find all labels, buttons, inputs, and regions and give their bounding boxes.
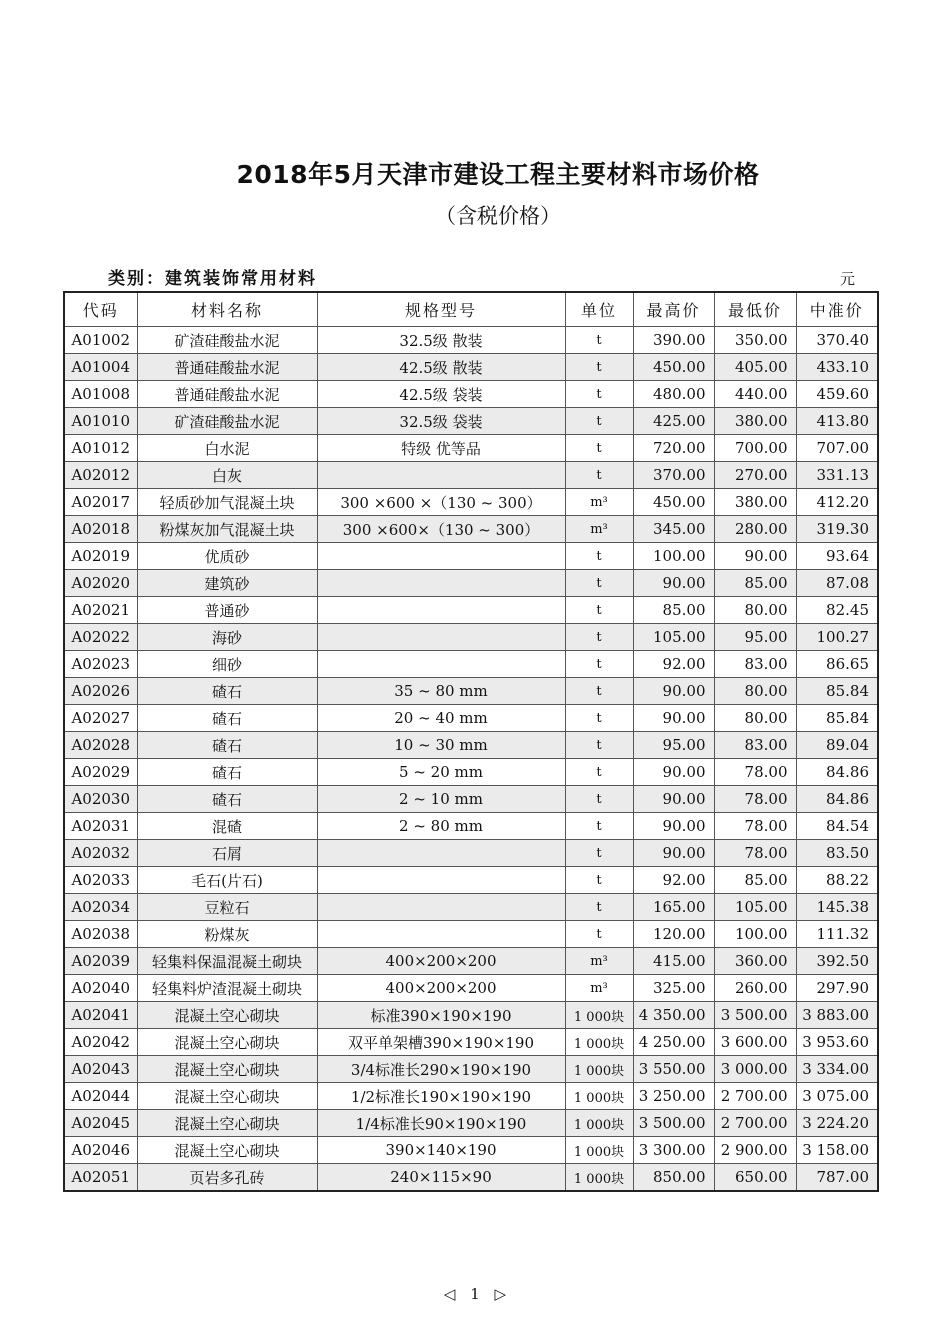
cell-material-name: 普通砂 [137, 597, 317, 624]
cell-unit: t [565, 408, 633, 435]
cell-unit: m³ [565, 975, 633, 1002]
column-header-high: 最高价 [633, 292, 714, 327]
cell-low-price: 78.00 [714, 813, 796, 840]
cell-code: A02031 [64, 813, 137, 840]
cell-code: A02021 [64, 597, 137, 624]
cell-low-price: 83.00 [714, 651, 796, 678]
cell-material-name: 白水泥 [137, 435, 317, 462]
table-row [64, 435, 878, 462]
cell-mid-price: 3 953.60 [796, 1029, 878, 1056]
cell-code: A01002 [64, 327, 137, 354]
cell-mid-price: 392.50 [796, 948, 878, 975]
cell-material-name: 混凝土空心砌块 [137, 1083, 317, 1110]
cell-mid-price: 3 158.00 [796, 1137, 878, 1164]
table-row [64, 975, 878, 1002]
cell-spec [317, 651, 565, 678]
cell-mid-price: 787.00 [796, 1164, 878, 1192]
cell-code: A02028 [64, 732, 137, 759]
cell-material-name: 粉煤灰加气混凝土块 [137, 516, 317, 543]
table-row [64, 732, 878, 759]
cell-spec [317, 894, 565, 921]
cell-code: A02046 [64, 1137, 137, 1164]
cell-low-price: 405.00 [714, 354, 796, 381]
cell-low-price: 3 000.00 [714, 1056, 796, 1083]
cell-high-price: 3 550.00 [633, 1056, 714, 1083]
cell-high-price: 95.00 [633, 732, 714, 759]
cell-mid-price: 93.64 [796, 543, 878, 570]
cell-low-price: 105.00 [714, 894, 796, 921]
cell-spec: 3/4标准长290×190×190 [317, 1056, 565, 1083]
cell-spec [317, 921, 565, 948]
cell-mid-price: 111.32 [796, 921, 878, 948]
cell-spec: 10 ~ 30 mm [317, 732, 565, 759]
cell-high-price: 3 500.00 [633, 1110, 714, 1137]
cell-spec: 5 ~ 20 mm [317, 759, 565, 786]
cell-code: A02040 [64, 975, 137, 1002]
cell-high-price: 720.00 [633, 435, 714, 462]
cell-code: A02018 [64, 516, 137, 543]
cell-spec: 400×200×200 [317, 948, 565, 975]
cell-material-name: 普通硅酸盐水泥 [137, 354, 317, 381]
cell-spec: 42.5级 散装 [317, 354, 565, 381]
cell-unit: t [565, 381, 633, 408]
table-row [64, 813, 878, 840]
column-header-name: 材料名称 [137, 292, 317, 327]
cell-code: A02022 [64, 624, 137, 651]
cell-code: A02027 [64, 705, 137, 732]
cell-high-price: 85.00 [633, 597, 714, 624]
cell-code: A01010 [64, 408, 137, 435]
cell-unit: 1 000块 [565, 1056, 633, 1083]
cell-unit: t [565, 921, 633, 948]
cell-unit: t [565, 570, 633, 597]
cell-material-name: 矿渣硅酸盐水泥 [137, 408, 317, 435]
cell-mid-price: 88.22 [796, 867, 878, 894]
cell-spec: 400×200×200 [317, 975, 565, 1002]
cell-low-price: 100.00 [714, 921, 796, 948]
cell-material-name: 混凝土空心砌块 [137, 1056, 317, 1083]
cell-low-price: 700.00 [714, 435, 796, 462]
cell-high-price: 90.00 [633, 570, 714, 597]
cell-code: A02033 [64, 867, 137, 894]
cell-low-price: 83.00 [714, 732, 796, 759]
cell-spec: 2 ~ 80 mm [317, 813, 565, 840]
cell-material-name: 石屑 [137, 840, 317, 867]
cell-mid-price: 412.20 [796, 489, 878, 516]
cell-material-name: 碴石 [137, 678, 317, 705]
cell-low-price: 360.00 [714, 948, 796, 975]
table-row [64, 1164, 878, 1192]
cell-low-price: 2 700.00 [714, 1110, 796, 1137]
cell-material-name: 碴石 [137, 786, 317, 813]
cell-code: A01008 [64, 381, 137, 408]
table-row [64, 1056, 878, 1083]
cell-mid-price: 145.38 [796, 894, 878, 921]
cell-material-name: 轻质砂加气混凝土块 [137, 489, 317, 516]
table-row [64, 462, 878, 489]
table-row [64, 1083, 878, 1110]
cell-material-name: 混凝土空心砌块 [137, 1137, 317, 1164]
cell-high-price: 120.00 [633, 921, 714, 948]
cell-code: A02020 [64, 570, 137, 597]
cell-material-name: 建筑砂 [137, 570, 317, 597]
column-header-mid: 中准价 [796, 292, 878, 327]
cell-unit: 1 000块 [565, 1002, 633, 1029]
table-row [64, 624, 878, 651]
cell-mid-price: 3 224.20 [796, 1110, 878, 1137]
cell-mid-price: 370.40 [796, 327, 878, 354]
cell-high-price: 3 300.00 [633, 1137, 714, 1164]
page-number: 1 [470, 1285, 480, 1303]
cell-unit: m³ [565, 489, 633, 516]
cell-mid-price: 3 334.00 [796, 1056, 878, 1083]
cell-mid-price: 100.27 [796, 624, 878, 651]
page-title: 2018年5月天津市建设工程主要材料市场价格 [236, 160, 760, 189]
cell-high-price: 390.00 [633, 327, 714, 354]
cell-low-price: 80.00 [714, 597, 796, 624]
table-row [64, 867, 878, 894]
cell-material-name: 豆粒石 [137, 894, 317, 921]
cell-high-price: 4 350.00 [633, 1002, 714, 1029]
cell-high-price: 370.00 [633, 462, 714, 489]
cell-low-price: 85.00 [714, 867, 796, 894]
cell-low-price: 78.00 [714, 840, 796, 867]
cell-mid-price: 433.10 [796, 354, 878, 381]
cell-high-price: 425.00 [633, 408, 714, 435]
cell-unit: 1 000块 [565, 1083, 633, 1110]
cell-unit: t [565, 651, 633, 678]
cell-high-price: 90.00 [633, 705, 714, 732]
cell-spec: 300 ×600 ×（130 ~ 300） [317, 489, 565, 516]
next-page-icon: ▷ [494, 1285, 507, 1303]
cell-low-price: 90.00 [714, 543, 796, 570]
cell-code: A02038 [64, 921, 137, 948]
cell-mid-price: 707.00 [796, 435, 878, 462]
cell-code: A02030 [64, 786, 137, 813]
cell-high-price: 480.00 [633, 381, 714, 408]
cell-code: A02017 [64, 489, 137, 516]
cell-mid-price: 86.65 [796, 651, 878, 678]
cell-spec: 35 ~ 80 mm [317, 678, 565, 705]
cell-material-name: 白灰 [137, 462, 317, 489]
cell-mid-price: 3 075.00 [796, 1083, 878, 1110]
cell-spec: 2 ~ 10 mm [317, 786, 565, 813]
cell-high-price: 325.00 [633, 975, 714, 1002]
cell-mid-price: 413.80 [796, 408, 878, 435]
cell-spec: 标准390×190×190 [317, 1002, 565, 1029]
table-row [64, 705, 878, 732]
column-header-unit: 单位 [565, 292, 633, 327]
cell-code: A02041 [64, 1002, 137, 1029]
cell-low-price: 350.00 [714, 327, 796, 354]
table-row [64, 408, 878, 435]
cell-high-price: 90.00 [633, 786, 714, 813]
cell-code: A02029 [64, 759, 137, 786]
cell-high-price: 450.00 [633, 489, 714, 516]
cell-spec: 300 ×600×（130 ~ 300） [317, 516, 565, 543]
cell-material-name: 粉煤灰 [137, 921, 317, 948]
cell-spec: 32.5级 散装 [317, 327, 565, 354]
cell-spec: 42.5级 袋装 [317, 381, 565, 408]
cell-low-price: 380.00 [714, 489, 796, 516]
table-row [64, 1137, 878, 1164]
table-row [64, 1002, 878, 1029]
table-row [64, 354, 878, 381]
cell-spec: 特级 优等品 [317, 435, 565, 462]
cell-unit: t [565, 732, 633, 759]
price-table-body [64, 327, 878, 1192]
cell-code: A02051 [64, 1164, 137, 1192]
cell-spec: 双平单架槽390×190×190 [317, 1029, 565, 1056]
cell-high-price: 92.00 [633, 651, 714, 678]
cell-unit: t [565, 327, 633, 354]
cell-material-name: 混凝土空心砌块 [137, 1029, 317, 1056]
cell-high-price: 4 250.00 [633, 1029, 714, 1056]
category-label: 类别：建筑装饰常用材料 [108, 269, 317, 289]
table-row [64, 570, 878, 597]
cell-unit: t [565, 705, 633, 732]
cell-unit: t [565, 678, 633, 705]
cell-low-price: 80.00 [714, 678, 796, 705]
cell-high-price: 105.00 [633, 624, 714, 651]
cell-code: A02039 [64, 948, 137, 975]
cell-material-name: 毛石(片石) [137, 867, 317, 894]
cell-unit: 1 000块 [565, 1029, 633, 1056]
table-row [64, 651, 878, 678]
cell-unit: t [565, 354, 633, 381]
cell-spec [317, 867, 565, 894]
cell-spec: 20 ~ 40 mm [317, 705, 565, 732]
cell-code: A01012 [64, 435, 137, 462]
table-row [64, 759, 878, 786]
cell-low-price: 78.00 [714, 759, 796, 786]
cell-mid-price: 87.08 [796, 570, 878, 597]
cell-mid-price: 84.86 [796, 759, 878, 786]
table-row [64, 381, 878, 408]
cell-unit: t [565, 894, 633, 921]
table-row [64, 327, 878, 354]
prev-page-icon: ◁ [443, 1285, 456, 1303]
table-row [64, 543, 878, 570]
cell-low-price: 78.00 [714, 786, 796, 813]
cell-mid-price: 85.84 [796, 678, 878, 705]
table-row [64, 1110, 878, 1137]
cell-code: A02045 [64, 1110, 137, 1137]
cell-material-name: 碴石 [137, 759, 317, 786]
cell-high-price: 415.00 [633, 948, 714, 975]
cell-material-name: 碴石 [137, 705, 317, 732]
cell-low-price: 260.00 [714, 975, 796, 1002]
cell-spec: 390×140×190 [317, 1137, 565, 1164]
cell-low-price: 85.00 [714, 570, 796, 597]
cell-material-name: 细砂 [137, 651, 317, 678]
cell-code: A02043 [64, 1056, 137, 1083]
cell-mid-price: 3 883.00 [796, 1002, 878, 1029]
cell-high-price: 100.00 [633, 543, 714, 570]
cell-spec [317, 840, 565, 867]
page-footer [0, 1285, 950, 1303]
cell-code: A02023 [64, 651, 137, 678]
cell-material-name: 碴石 [137, 732, 317, 759]
cell-unit: 1 000块 [565, 1110, 633, 1137]
cell-high-price: 90.00 [633, 813, 714, 840]
cell-low-price: 3 500.00 [714, 1002, 796, 1029]
cell-low-price: 80.00 [714, 705, 796, 732]
table-row [64, 489, 878, 516]
cell-mid-price: 459.60 [796, 381, 878, 408]
cell-unit: t [565, 813, 633, 840]
table-row [64, 894, 878, 921]
cell-mid-price: 89.04 [796, 732, 878, 759]
cell-spec [317, 462, 565, 489]
cell-material-name: 混碴 [137, 813, 317, 840]
cell-material-name: 轻集料炉渣混凝土砌块 [137, 975, 317, 1002]
cell-spec: 1/2标准长190×190×190 [317, 1083, 565, 1110]
cell-unit: t [565, 624, 633, 651]
cell-spec [317, 570, 565, 597]
cell-mid-price: 84.86 [796, 786, 878, 813]
cell-code: A02042 [64, 1029, 137, 1056]
table-row [64, 516, 878, 543]
cell-spec [317, 543, 565, 570]
table-row [64, 786, 878, 813]
cell-material-name: 页岩多孔砖 [137, 1164, 317, 1192]
cell-code: A02044 [64, 1083, 137, 1110]
cell-mid-price: 84.54 [796, 813, 878, 840]
cell-material-name: 混凝土空心砌块 [137, 1110, 317, 1137]
cell-unit: t [565, 867, 633, 894]
cell-high-price: 3 250.00 [633, 1083, 714, 1110]
cell-material-name: 混凝土空心砌块 [137, 1002, 317, 1029]
cell-material-name: 普通硅酸盐水泥 [137, 381, 317, 408]
cell-high-price: 450.00 [633, 354, 714, 381]
cell-low-price: 3 600.00 [714, 1029, 796, 1056]
cell-unit: t [565, 543, 633, 570]
cell-material-name: 海砂 [137, 624, 317, 651]
cell-high-price: 165.00 [633, 894, 714, 921]
table-row [64, 1029, 878, 1056]
cell-low-price: 2 900.00 [714, 1137, 796, 1164]
cell-code: A02026 [64, 678, 137, 705]
cell-low-price: 380.00 [714, 408, 796, 435]
cell-code: A02032 [64, 840, 137, 867]
cell-mid-price: 319.30 [796, 516, 878, 543]
cell-material-name: 优质砂 [137, 543, 317, 570]
cell-unit: 1 000块 [565, 1164, 633, 1192]
cell-material-name: 矿渣硅酸盐水泥 [137, 327, 317, 354]
cell-low-price: 2 700.00 [714, 1083, 796, 1110]
cell-code: A02019 [64, 543, 137, 570]
cell-mid-price: 82.45 [796, 597, 878, 624]
cell-mid-price: 83.50 [796, 840, 878, 867]
cell-spec: 1/4标准长90×190×190 [317, 1110, 565, 1137]
cell-spec [317, 624, 565, 651]
cell-code: A02012 [64, 462, 137, 489]
cell-unit: m³ [565, 516, 633, 543]
column-header-low: 最低价 [714, 292, 796, 327]
column-header-spec: 规格型号 [317, 292, 565, 327]
table-row [64, 840, 878, 867]
cell-low-price: 95.00 [714, 624, 796, 651]
cell-low-price: 440.00 [714, 381, 796, 408]
cell-unit: t [565, 597, 633, 624]
currency-unit-note: 元 [840, 270, 856, 288]
cell-code: A01004 [64, 354, 137, 381]
cell-mid-price: 297.90 [796, 975, 878, 1002]
cell-spec: 32.5级 袋装 [317, 408, 565, 435]
table-header-row [64, 292, 878, 327]
cell-high-price: 345.00 [633, 516, 714, 543]
table-row [64, 921, 878, 948]
cell-high-price: 90.00 [633, 678, 714, 705]
cell-high-price: 92.00 [633, 867, 714, 894]
cell-mid-price: 85.84 [796, 705, 878, 732]
table-row [64, 678, 878, 705]
cell-high-price: 90.00 [633, 840, 714, 867]
cell-low-price: 280.00 [714, 516, 796, 543]
cell-unit: 1 000块 [565, 1137, 633, 1164]
cell-unit: t [565, 462, 633, 489]
cell-spec [317, 597, 565, 624]
cell-unit: t [565, 435, 633, 462]
cell-unit: t [565, 786, 633, 813]
table-row [64, 948, 878, 975]
cell-low-price: 650.00 [714, 1164, 796, 1192]
cell-spec: 240×115×90 [317, 1164, 565, 1192]
cell-material-name: 轻集料保温混凝土砌块 [137, 948, 317, 975]
cell-code: A02034 [64, 894, 137, 921]
cell-mid-price: 331.13 [796, 462, 878, 489]
cell-unit: m³ [565, 948, 633, 975]
cell-unit: t [565, 759, 633, 786]
cell-unit: t [565, 840, 633, 867]
cell-low-price: 270.00 [714, 462, 796, 489]
table-row [64, 597, 878, 624]
price-table [63, 291, 879, 1192]
column-header-code: 代码 [64, 292, 137, 327]
cell-high-price: 90.00 [633, 759, 714, 786]
page-subtitle: （含税价格） [435, 204, 561, 228]
cell-high-price: 850.00 [633, 1164, 714, 1192]
